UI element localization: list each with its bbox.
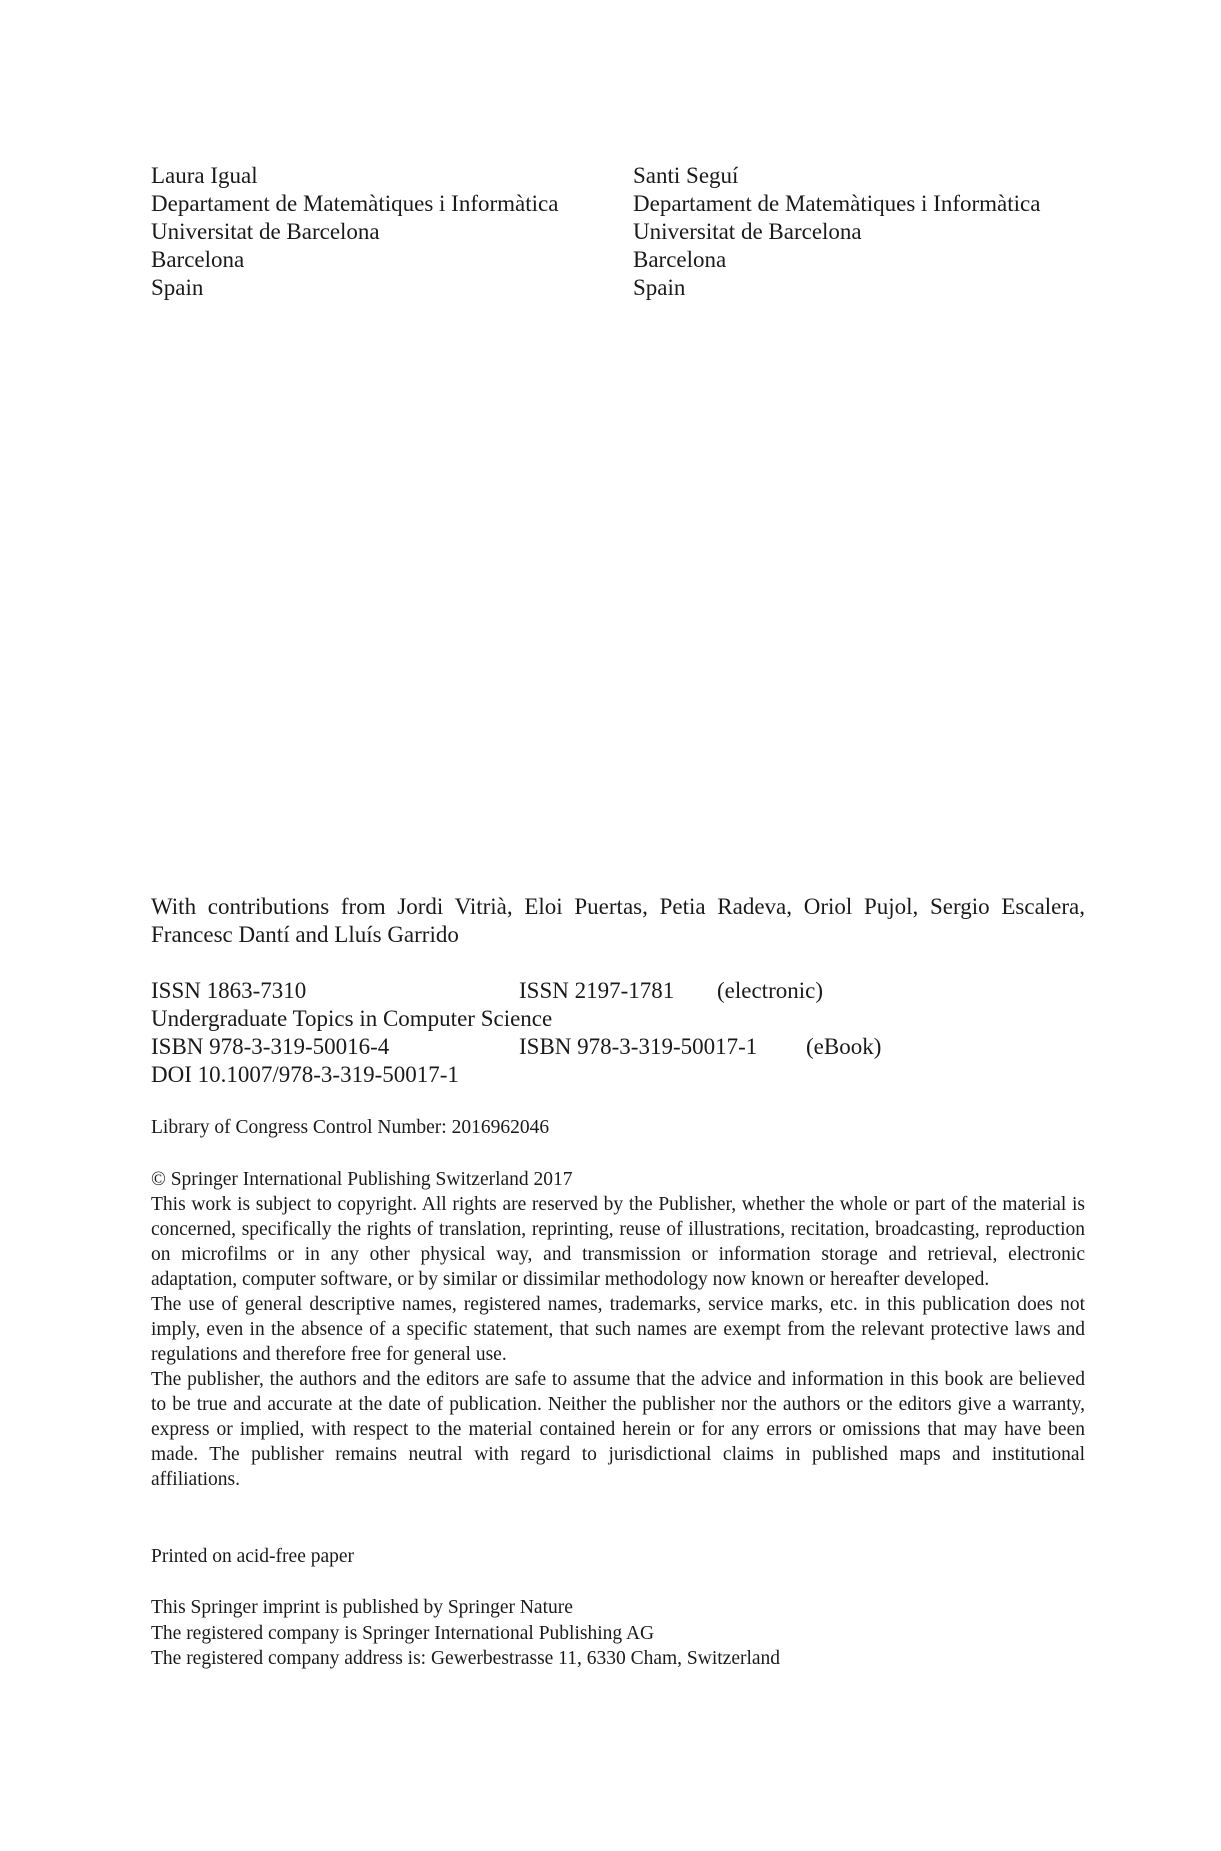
copyright-line: © Springer International Publishing Switzerland 2017 [151,1169,573,1190]
issn-row [151,977,1085,1005]
legal-paragraph-2: The use of general descriptive names, registered names, trademarks, service marks, etc. in this publication does not imply, even in the absence of a specific statement, that such names are exempt from the relevant protective laws and regulations and therefore free for general use. [151,1294,1085,1365]
contributions-note: With contributions from Jordi Vitrià, Eloi Puertas, Petia Radeva, Oriol Pujol, Sergio Escalera, Francesc Dantí and Lluís Garrido [151,894,1085,947]
imprint-line-1: This Springer imprint is published by Springer Nature [151,1597,573,1618]
author-country: Spain [151,275,204,300]
author-1 [151,162,621,302]
author-department: Departament de Matemàtiques i Informàtica [633,191,1041,216]
legal-notice [151,1167,1085,1492]
author-name: Laura Igual [151,163,258,188]
author-department: Departament de Matemàtiques i Informàtica [151,191,559,216]
imprint-line-2: The registered company is Springer International Publishing AG [151,1622,655,1644]
isbn-print: ISBN 978-3-319-50016-4 [151,1034,390,1059]
imprint-block [151,1595,1085,1672]
isbn-row [151,1033,1085,1061]
legal-paragraph-1: This work is subject to copyright. All rights are reserved by the Publisher, whether the whole or part of the material is concerned, specifically the rights of translation, reprinting, reuse of illustrations, recitation, broadcasting, reproduction on microfilms or in any other physical way, and transmission or information storage and retrieval, electronic adaptation, computer software, or by similar or dissimilar methodology now known or hereafter developed. [151,1194,1085,1290]
imprint-line-3: The registered company address is: Gewerbestrasse 11, 6330 Cham, Switzerland [151,1648,781,1669]
author-name: Santi Seguí [633,163,739,188]
series-title: Undergraduate Topics in Computer Science [151,1006,553,1031]
doi-row [151,1061,1085,1089]
series-row [151,1005,1085,1033]
lccn: Library of Congress Control Number: 2016962046 [151,1117,550,1138]
author-university: Universitat de Barcelona [633,219,862,244]
doi: DOI 10.1007/978-3-319-50017-1 [151,1062,459,1087]
legal-paragraph-3: The publisher, the authors and the editors are safe to assume that the advice and information in this book are believed to be true and accurate at the date of publication. Neither the publisher nor the authors or the editors give a warranty, express or implied, with respect to the material contained herein or for any errors or omissions that may have been made. The publisher remains neutral with regard to jurisdictional claims in published maps and institutional affiliations. [151,1369,1085,1490]
author-city: Barcelona [633,247,727,272]
issn-print: ISSN 1863-7310 [151,978,307,1003]
identifiers-block [151,977,1085,1089]
author-2 [633,162,1103,302]
author-university: Universitat de Barcelona [151,219,380,244]
isbn-ebook: ISBN 978-3-319-50017-1 [519,1034,758,1059]
isbn-ebook-note: (eBook) [806,1034,882,1059]
author-city: Barcelona [151,247,245,272]
author-country: Spain [633,275,686,300]
issn-electronic: ISSN 2197-1781 [519,978,675,1003]
acid-free-note: Printed on acid-free paper [151,1546,355,1567]
issn-electronic-note: (electronic) [717,978,823,1003]
